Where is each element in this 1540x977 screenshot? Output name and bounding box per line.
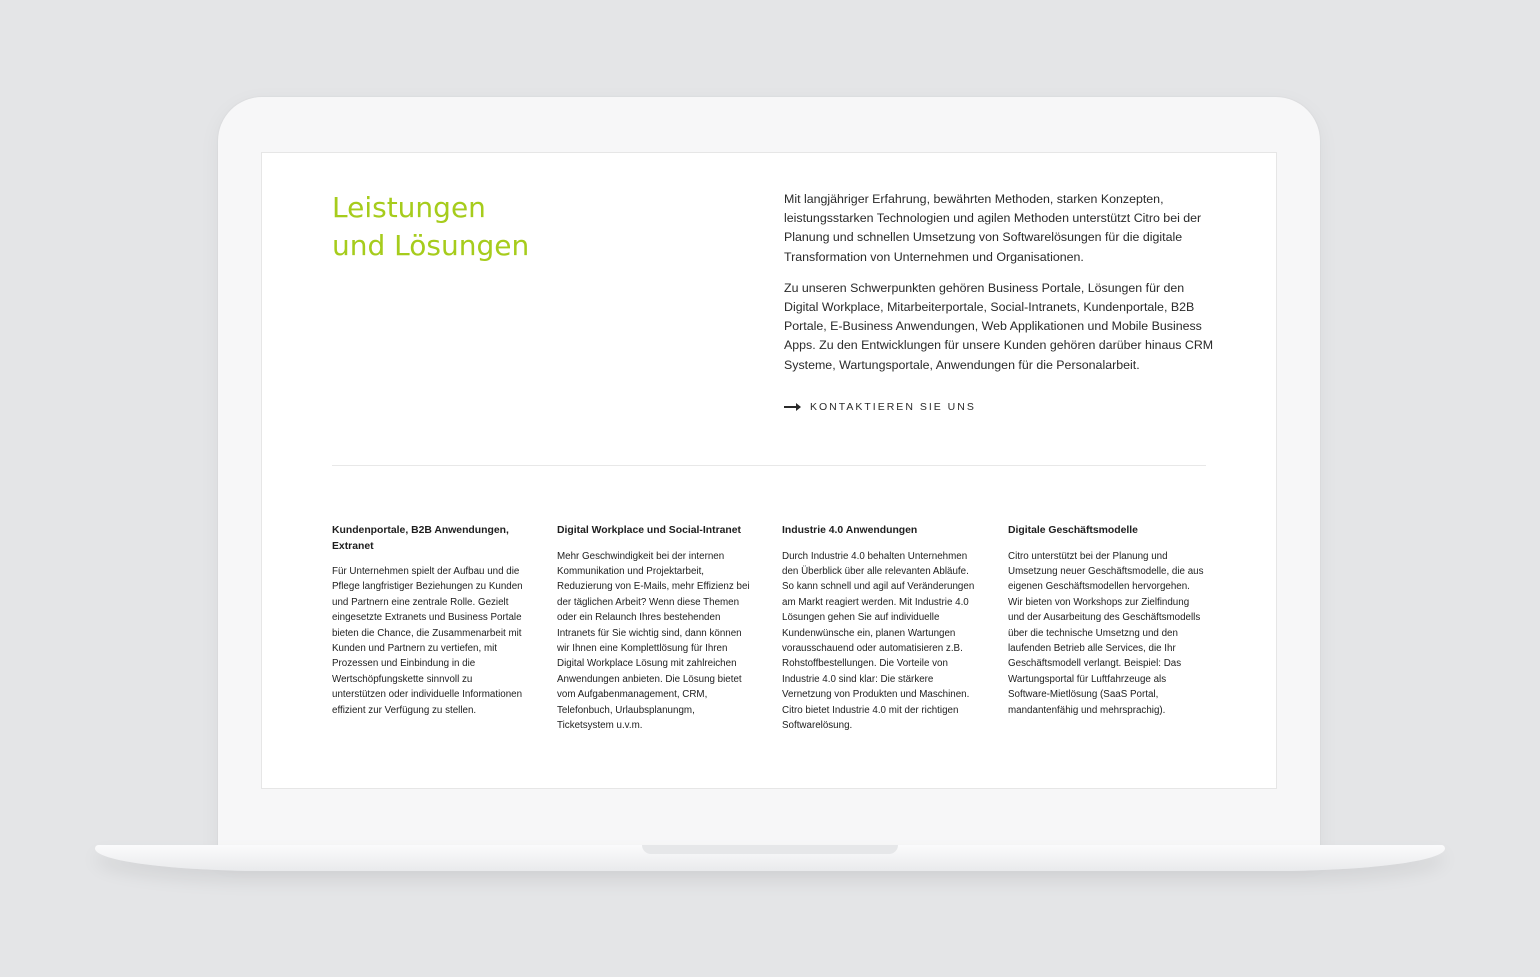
section-heading: [332, 189, 732, 265]
service-description: Mehr Geschwindigkeit bei der internen Kommunikation und Projektarbeit, Reduzierung von E-Mails, mehr Effizienz bei der täglichen Arbeit? Wenn diese Themen oder ein Relaunch Ihres bestehenden Intranets für Sie wichtig sind, dann können wir Ihnen eine Komplettlösung für Ihren Digital Workplace Lösung mit zahlreichen Anwendungen anbieten. Die Lösung bietet vom Aufgabenmanagement, CRM, Telefonbuch, Urlaubsplanungm, Ticketsystem u.v.m.: [557, 550, 750, 731]
section-divider: [332, 465, 1206, 466]
intro-paragraph-2: Zu unseren Schwerpunkten gehören Business Portale, Lösungen für den Digital Workplace, Mitarbeiterportale, Social-Intranets, Kundenportale, B2B Portale, E-Business Anwendungen, Web Applikationen und Mobile Business Apps. Zu den Entwicklungen für unsere Kunden gehören darüber hinaus CRM Systeme, Wartungsportale, Anwendungen für die Personalarbeit.: [784, 280, 1214, 372]
intro-text: [784, 190, 1214, 387]
service-title: Industrie 4.0 Anwendungen: [782, 525, 918, 536]
service-description: Citro unterstützt bei der Planung und Umsetzung neuer Geschäftsmodelle, die aus eigenen Geschäftsmodellen hervorgehen. Wir bieten von Workshops zur Zielfindung und der Ausarbeitung des Geschäftsmodells über die technische Umsetzng und den laufenden Betrieb alle Services, die Ihr Geschäftsmodell verlangt. Beispiel: Das Wartungsportal für Luftfahrzeuge als Software-Mietlösung (SaaS Portal, mandantenfähig und mehrsprachig).: [1008, 550, 1204, 716]
laptop-screen: [262, 153, 1276, 788]
heading-line-2: und Lösungen: [332, 229, 530, 262]
service-column-industry-40: [782, 523, 978, 733]
service-title: Kundenportale, B2B Anwendungen, Extranet: [332, 525, 509, 552]
service-description: Für Unternehmen spielt der Aufbau und die Pflege langfristiger Beziehungen zu Kunden und Partnern eine zentrale Rolle. Gezielt eingesetzte Extranets und Business Portale bieten die Chance, die Zusammenarbeit mit Kunden und Partnern zu vertiefen, mit Prozessen und Einbindung in die Wertschöpfungskette sinnvoll zu unterstützen oder individuelle Informationen effizient zur Verfügung zu stellen.: [332, 566, 523, 716]
heading-line-1: Leistungen: [332, 191, 486, 224]
laptop-notch: [642, 845, 898, 854]
contact-link-label: KONTAKTIEREN SIE UNS: [810, 401, 976, 413]
service-description: Durch Industrie 4.0 behalten Unternehmen den Überblick über alle relevanten Abläufe. So kann schnell und agil auf Veränderungen am Markt reagiert werden. Mit Industrie 4.0 Lösungen gehen Sie auf individuelle Kundenwünsche ein, planen Wartungen vorausschauend oder automatisieren z.B. Rohstoffbestellungen. Die Vorteile von Industrie 4.0 sind klar: Die stärkere Vernetzung von Produkten und Maschinen. Citro bietet Industrie 4.0 mit der richtigen Softwarelösung.: [782, 550, 975, 731]
service-column-customer-portals: [332, 523, 528, 718]
service-title: Digitale Geschäftsmodelle: [1008, 525, 1138, 536]
contact-link[interactable]: [784, 401, 976, 413]
intro-paragraph-1: Mit langjähriger Erfahrung, bewährten Methoden, starken Konzepten, leistungsstarken Technologien und agilen Methoden unterstützt Citro bei der Planung und schnellen Umsetzung von Softwarelösungen für die digitale Transformation von Unternehmen und Organisationen.: [784, 192, 1202, 264]
service-column-digital-business-models: [1008, 523, 1204, 718]
service-column-digital-workplace: [557, 523, 753, 733]
service-title: Digital Workplace und Social-Intranet: [557, 525, 741, 536]
arrow-right-icon: [784, 406, 800, 408]
